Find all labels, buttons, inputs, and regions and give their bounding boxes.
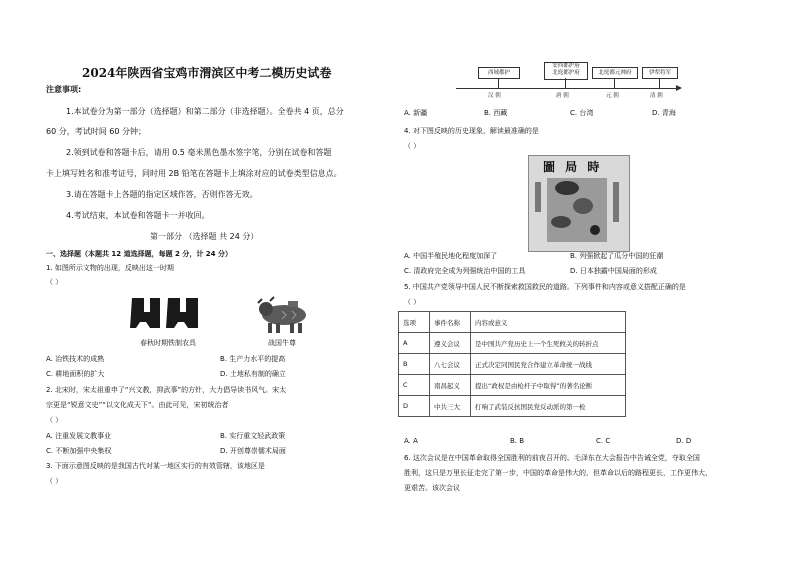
q2-option-a[interactable]: A. 注重发展文教事业: [46, 432, 112, 440]
situation-cartoon-image: [528, 155, 630, 252]
q2-paren: （ ）: [46, 416, 63, 424]
notice-line: 60 分，考试时间 60 分钟；: [46, 127, 146, 136]
cartoon-drawing: [533, 174, 625, 248]
table-row: [399, 396, 626, 417]
q4-stem: 4. 对下图反映的历史现象，解读最准确的是: [404, 127, 539, 135]
iron-tools-image: [128, 294, 204, 332]
table-row: [399, 354, 626, 375]
table-cell: 打响了武装反抗国民党反动派的第一枪: [471, 396, 626, 417]
notice-line: 卡上填写姓名和准考证号，同时用 2B 铅笔在答题卡上填涂对应的试卷类型信息点。: [46, 169, 342, 178]
notice-line: 1.本试卷分为第一部分（选择题）和第二部分（非选择题）。全卷共 4 页，总分: [66, 107, 344, 116]
cartoon-title: 圖 局 時: [543, 160, 603, 174]
table-cell: C: [399, 375, 430, 396]
q5-table: [398, 311, 626, 417]
table-row: [399, 375, 626, 396]
section-heading: 一、选择题（本题共 12 道选择题，每题 2 分，计 24 分）: [46, 250, 232, 258]
notice-heading: 注意事项:: [46, 85, 82, 94]
timeline-box-qing: 伊犁将军: [642, 67, 678, 79]
timeline-connector: [498, 78, 499, 88]
ox-zun-image: [252, 295, 316, 335]
ox-head-shape: [259, 302, 273, 316]
table-cell: 是中国共产党历史上一个生死攸关的转折点: [471, 333, 626, 354]
q5-option-d[interactable]: D. D: [676, 437, 692, 445]
part1-heading: 第一部分 （选择题 共 24 分）: [150, 232, 259, 241]
timeline-era-yuan: 元 朝: [606, 93, 619, 99]
q5-stem: 5. 中国共产党领导中国人民不断探索救国救民的道路。下列事件和内容或意义搭配正确的是: [404, 283, 686, 291]
table-header-cell: 内容或意义: [471, 312, 626, 333]
table-cell: D: [399, 396, 430, 417]
timeline-axis: [456, 88, 680, 89]
q1-caption-right: 战国牛尊: [268, 339, 296, 347]
q1-option-d[interactable]: D. 土地私有制的确立: [220, 370, 286, 378]
table-cell: 提出“政权是由枪杆子中取得”的著名论断: [471, 375, 626, 396]
q3-stem: 3. 下面示意图反映的是我国古代对某一地区实行的有效管辖，该地区是: [46, 462, 265, 470]
q2-option-c[interactable]: C. 不断加强中央集权: [46, 447, 112, 455]
q4-option-a[interactable]: A. 中国半殖民地化程度加深了: [404, 252, 498, 260]
table-cell: A: [399, 333, 430, 354]
table-row: [399, 333, 626, 354]
q1-option-a[interactable]: A. 冶铁技术的成熟: [46, 355, 105, 363]
q1-option-c[interactable]: C. 耕地面积的扩大: [46, 370, 105, 378]
q1-paren: （ ）: [46, 278, 63, 286]
notice-line: 4.考试结束，本试卷和答题卡一并收回。: [66, 211, 210, 220]
timeline-box-han: 西域都护: [478, 67, 520, 79]
ox-vessel-shape: [288, 301, 298, 307]
ox-leg-shape: [276, 323, 280, 333]
table-cell: 中共三大: [430, 396, 471, 417]
table-header-cell: 选项: [399, 312, 430, 333]
table-cell: 南昌起义: [430, 375, 471, 396]
table-header-cell: 事件名称: [430, 312, 471, 333]
q5-option-a[interactable]: A. A: [404, 437, 418, 445]
q1-caption-left: 春秋时期铁制农具: [140, 339, 196, 347]
cartoon-frog-shape: [551, 216, 571, 228]
table-cell: B: [399, 354, 430, 375]
q2-line: 宗更是“锐意文史”“以文化成天下”。由此可见，宋初统治者: [46, 401, 229, 409]
ox-leg-shape: [298, 323, 302, 333]
table-cell: 遵义会议: [430, 333, 471, 354]
timeline-connector: [614, 78, 615, 88]
q2-option-d[interactable]: D. 开创尊崇儒术局面: [220, 447, 286, 455]
q1-option-b[interactable]: B. 生产力水平的提高: [220, 355, 286, 363]
q2-option-b[interactable]: B. 实行重文轻武政策: [220, 432, 286, 440]
q3-option-b[interactable]: B. 西藏: [484, 109, 508, 117]
iron-hoe-shape: [130, 298, 160, 328]
q5-option-b[interactable]: B. B: [510, 437, 525, 445]
iron-hoe-shape: [166, 298, 198, 328]
cartoon-bear-shape: [555, 181, 579, 195]
ox-leg-shape: [268, 323, 272, 333]
q3-option-c[interactable]: C. 台湾: [570, 109, 594, 117]
q5-option-c[interactable]: C. C: [596, 437, 611, 445]
timeline-era-qing: 清 朝: [650, 93, 663, 99]
q3-option-d[interactable]: D. 青海: [652, 109, 676, 117]
q2-line: 2. 北宋时，宋太祖重申了“兴文教，抑武事”的方针，大力倡导读书风气。宋太: [46, 386, 287, 394]
cartoon-side-text: [613, 182, 619, 222]
q1-stem: 1. 如图所示文物的出现，反映出这一时期: [46, 264, 174, 272]
q4-option-b[interactable]: B. 列强掀起了瓜分中国的狂潮: [570, 252, 664, 260]
q3-option-a[interactable]: A. 新疆: [404, 109, 428, 117]
timeline-arrow-icon: [676, 85, 682, 91]
timeline-connector: [565, 78, 566, 88]
timeline-box-yuan: 北庭都元帅府: [592, 67, 638, 79]
q4-paren: （ ）: [404, 142, 421, 150]
q3-paren: （ ）: [46, 477, 63, 485]
q6-line: 更艰苦。该次会议: [404, 484, 460, 492]
page-title: 2024年陕西省宝鸡市渭滨区中考二模历史试卷: [82, 66, 332, 80]
q4-option-d[interactable]: D. 日本独霸中国局面的形成: [570, 267, 657, 275]
notice-line: 2.领到试卷和答题卡后，请用 0.5 毫米黑色墨水签字笔，分别在试卷和答题: [66, 148, 332, 157]
table-cell: 正式决定同国民党合作建立革命统一战线: [471, 354, 626, 375]
q6-line: 6. 这次会议是在中国革命取得全国胜利的前夜召开的。毛泽东在大会报告中告诫全党，夺取全国: [404, 454, 700, 462]
table-header-row: [399, 312, 626, 333]
table-cell: 八七会议: [430, 354, 471, 375]
notice-line: 3.请在答题卡上各题的指定区域作答，否则作答无效。: [66, 190, 258, 199]
cartoon-side-text: [535, 182, 541, 212]
timeline-connector: [659, 78, 660, 88]
timeline-era-han: 汉 朝: [488, 93, 501, 99]
timeline-box-tang: 安西都护府 北庭都护府: [544, 62, 588, 80]
cartoon-dog-shape: [573, 198, 593, 214]
cartoon-sun-shape: [590, 225, 600, 235]
q6-line: 胜利，这只是万里长征走完了第一步，中国的革命是伟大的，但革命以后的路程更长，工作更伟大、: [404, 469, 712, 477]
q5-paren: （ ）: [404, 298, 421, 306]
q4-option-c[interactable]: C. 清政府完全成为列强统治中国的工具: [404, 267, 526, 275]
ox-leg-shape: [290, 323, 294, 333]
timeline-era-tang: 唐 朝: [556, 93, 569, 99]
